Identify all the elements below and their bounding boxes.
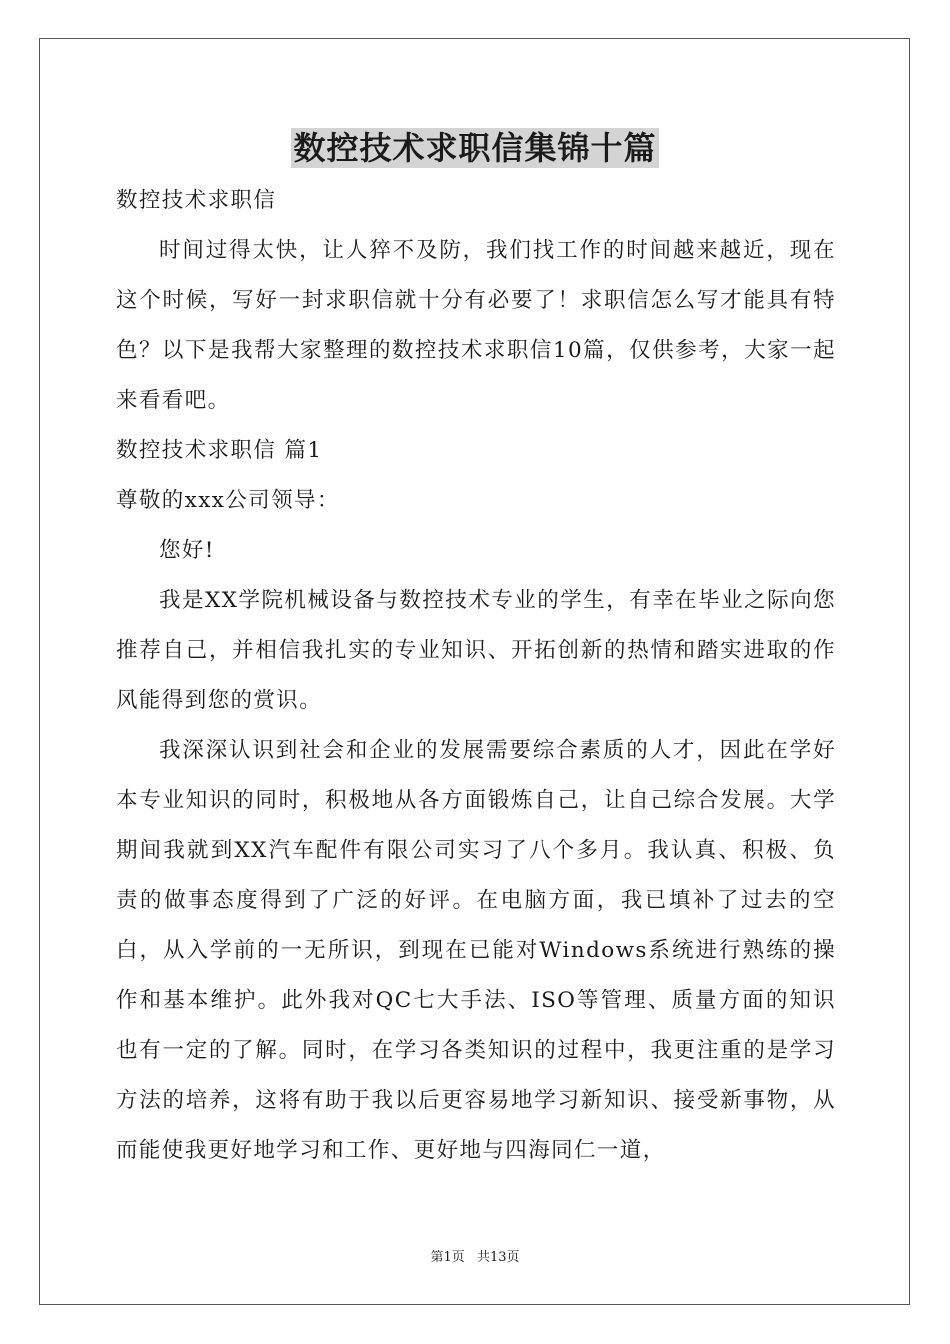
page-number: 第1页 [430,1250,465,1265]
salutation: 尊敬的xxx公司领导： [116,488,340,513]
greeting: 您好! [159,538,215,563]
paragraph: 时间过得太快，让人猝不及防，我们找工作的时间越来越近，现在这个时候，写好一封求职信就十分有必要了！求职信怎么写才能具有特色？以下是我帮大家整理的数控技术求职信10篇，仅供参考，大家一起来看看吧。 [116,238,836,413]
document-body [116,176,836,1176]
section-heading: 数控技术求职信 篇1 [116,438,323,463]
page-total: 共13页 [476,1250,520,1265]
document-title: 数控技术求职信集锦十篇 [293,129,657,167]
page-footer [0,1250,950,1266]
paragraph: 数控技术求职信 [116,188,277,213]
paragraph: 我深深认识到社会和企业的发展需要综合素质的人才，因此在学好本专业知识的同时，积极地从各方面锻炼自己，让自己综合发展。大学期间我就到XX汽车配件有限公司实习了八个多月。我认真、积极、负责的做事态度得到了广泛的好评。在电脑方面，我已填补了过去的空白，从入学前的一无所识，到现在已能对Windows系统进行熟练的操作和基本维护。此外我对QC七大手法、ISO等管理、质量方面的知识也有一定的了解。同时，在学习各类知识的过程中，我更注重的是学习方法的培养，这将有助于我以后更容易地学习新知识、接受新事物，从而能使我更好地学习和工作、更好地与四海同仁一道， [116,738,836,1163]
paragraph: 我是XX学院机械设备与数控技术专业的学生，有幸在毕业之际向您推荐自己，并相信我扎实的专业知识、开拓创新的热情和踏实进取的作风能得到您的赏识。 [116,588,836,713]
title-wrap [0,128,950,168]
